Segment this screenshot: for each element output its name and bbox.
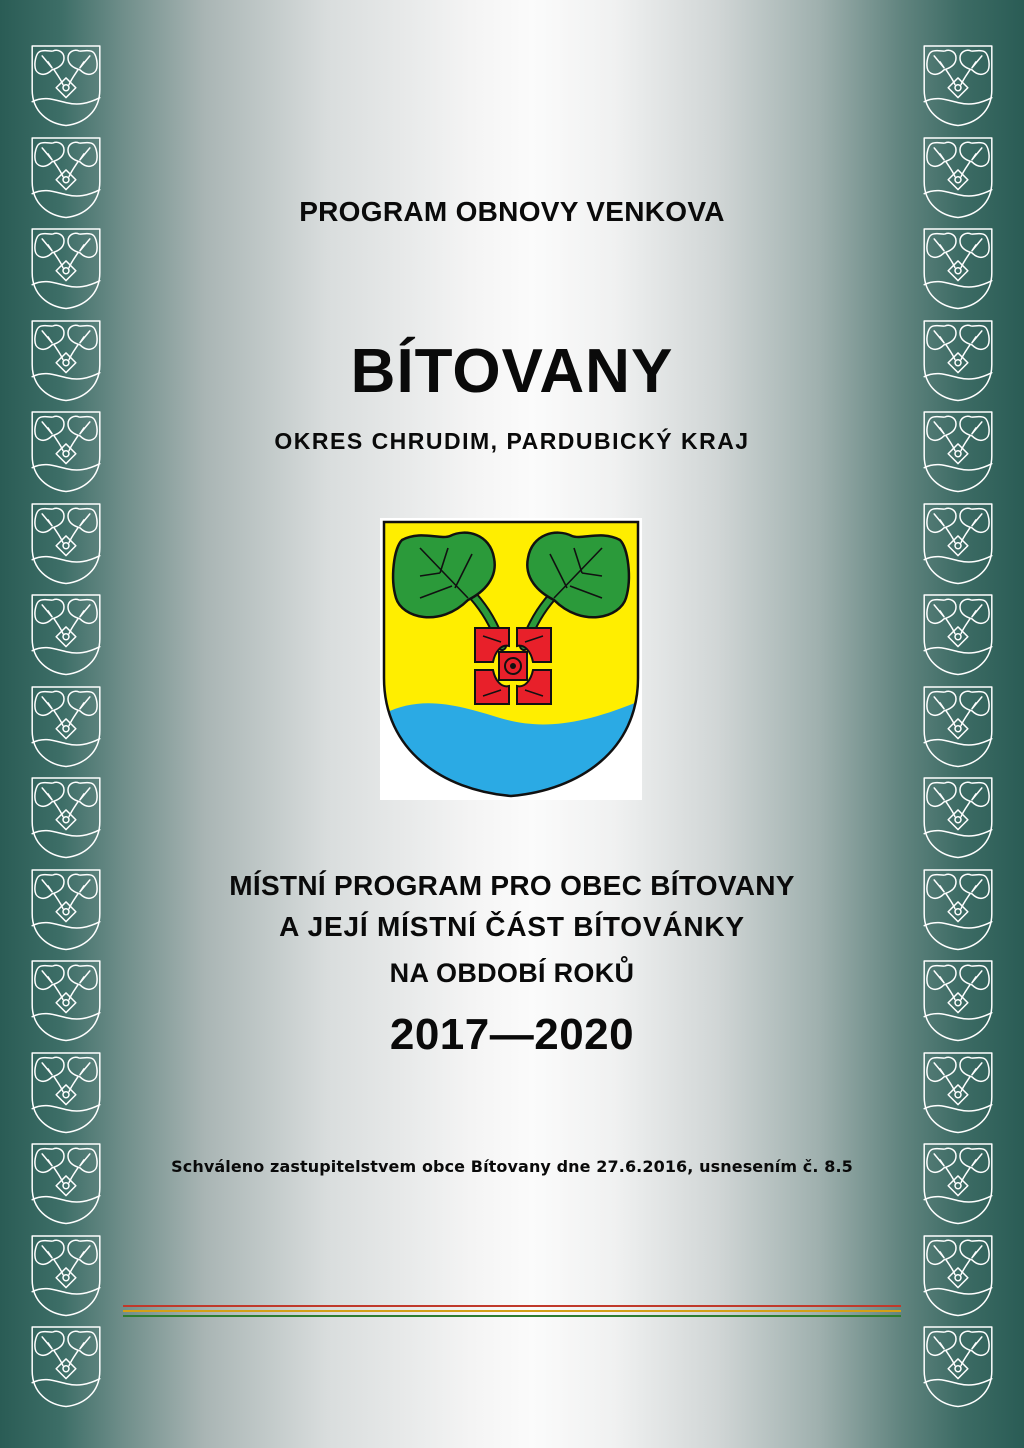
tricolor-divider xyxy=(123,1305,901,1323)
subtitle-line-1: MÍSTNÍ PROGRAM PRO OBEC BÍTOVANY xyxy=(229,870,795,901)
crest-outline-icon xyxy=(918,1321,998,1413)
program-years: 2017—2020 xyxy=(389,1010,635,1059)
crest-outline-icon xyxy=(26,498,106,590)
crest-outline-icon xyxy=(26,589,106,681)
district-region: OKRES CHRUDIM, PARDUBICKÝ KRAJ xyxy=(274,428,750,454)
border-crest-column-right xyxy=(918,40,998,1413)
crest-outline-icon xyxy=(26,1138,106,1230)
crest-outline-icon xyxy=(918,681,998,773)
crest-outline-icon xyxy=(918,498,998,590)
crest-outline-icon xyxy=(918,772,998,864)
crest-outline-icon xyxy=(918,223,998,315)
subtitle-line-3: NA OBDOBÍ ROKŮ xyxy=(389,958,635,988)
border-crest-column-left xyxy=(26,40,106,1413)
crest-outline-icon xyxy=(26,772,106,864)
crest-outline-icon xyxy=(26,223,106,315)
crest-outline-icon xyxy=(26,40,106,132)
approval-note: Schváleno zastupitelstvem obce Bítovany dne 27.6.2016, usnesením č. 8.5 xyxy=(171,1157,853,1176)
crest-outline-icon xyxy=(26,1321,106,1413)
divider-stripe-yellow xyxy=(123,1310,901,1312)
crest-outline-icon xyxy=(26,1047,106,1139)
coat-of-arms-icon xyxy=(380,518,642,800)
divider-stripe-red xyxy=(123,1305,901,1307)
crest-outline-icon xyxy=(918,1138,998,1230)
divider-stripe-green xyxy=(123,1315,901,1317)
municipality-name: BÍTOVANY xyxy=(350,337,674,406)
crest-outline-icon xyxy=(918,1047,998,1139)
crest-outline-icon xyxy=(918,589,998,681)
crest-outline-icon xyxy=(918,1230,998,1322)
crest-outline-icon xyxy=(918,40,998,132)
crest-outline-icon xyxy=(26,1230,106,1322)
subtitle-line-2: A JEJÍ MÍSTNÍ ČÁST BÍTOVÁNKY xyxy=(279,911,745,942)
crest-outline-icon xyxy=(26,681,106,773)
program-title: PROGRAM OBNOVY VENKOVA xyxy=(299,196,725,227)
